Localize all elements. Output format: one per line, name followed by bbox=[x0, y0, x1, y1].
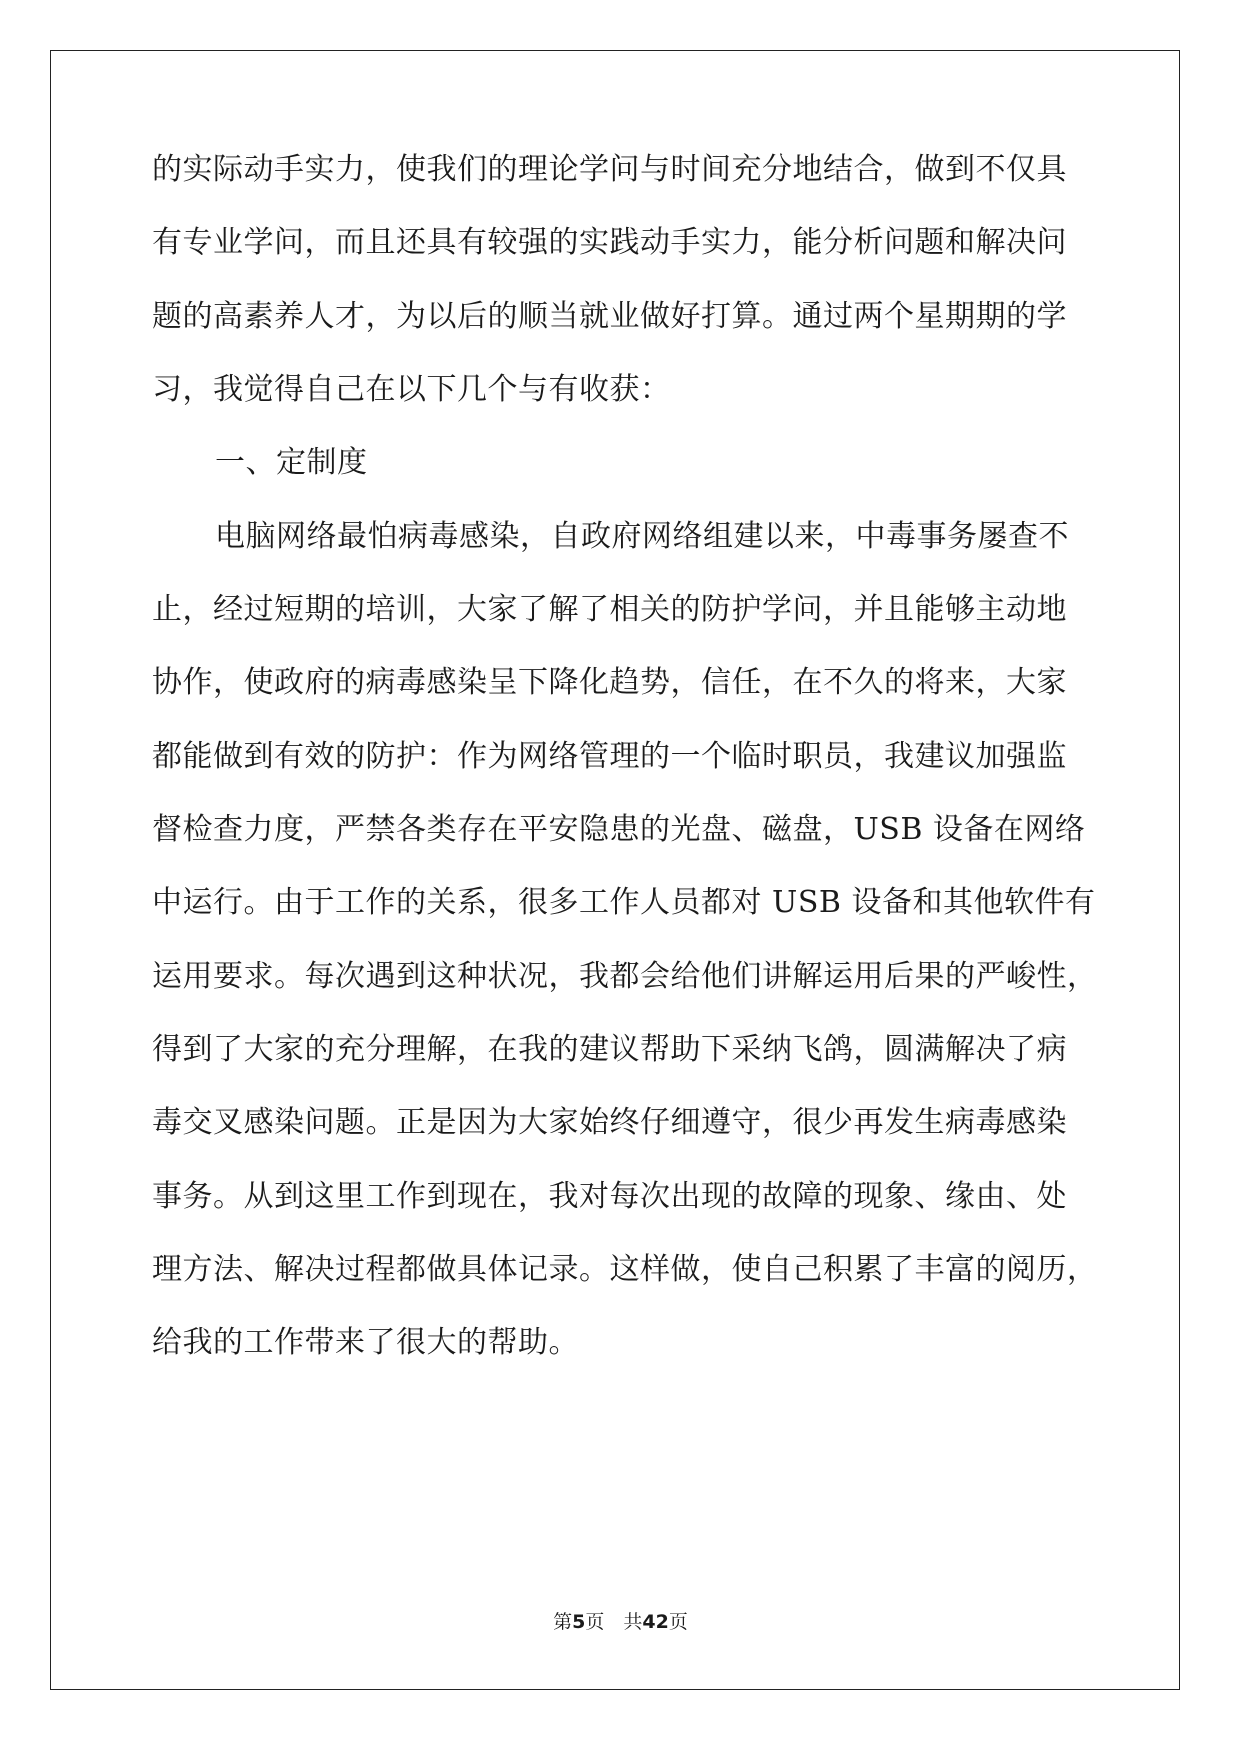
text-line: 督检查力度，严禁各类存在平安隐患的光盘、磁盘，USB 设备在网络 bbox=[152, 812, 1086, 847]
text-line: 理方法、解决过程都做具体记录。这样做，使自己积累了丰富的阅历， bbox=[152, 1252, 1098, 1287]
footer-suffix: 页 bbox=[668, 1611, 688, 1633]
text-line: 事务。从到这里工作到现在，我对每次出现的故障的现象、缘由、处 bbox=[152, 1179, 1067, 1214]
text-line: 毒交叉感染问题。正是因为大家始终仔细遵守，很少再发生病毒感染 bbox=[152, 1105, 1067, 1140]
text-line: 的实际动手实力，使我们的理论学问与时间充分地结合，做到不仅具 bbox=[152, 152, 1067, 187]
text-line: 都能做到有效的防护：作为网络管理的一个临时职员，我建议加强监 bbox=[152, 739, 1067, 774]
text-line: 给我的工作带来了很大的帮助。 bbox=[152, 1325, 579, 1360]
text-line: 题的高素养人才，为以后的顺当就业做好打算。通过两个星期期的学 bbox=[152, 299, 1067, 334]
text-line: 协作，使政府的病毒感染呈下降化趋势，信任，在不久的将来，大家 bbox=[152, 665, 1067, 700]
page-number: 5 bbox=[572, 1611, 586, 1633]
footer-middle: 页 共 bbox=[585, 1611, 643, 1633]
page-footer bbox=[0, 1610, 1241, 1634]
text-line: 运用要求。每次遇到这种状况，我都会给他们讲解运用后果的严峻性， bbox=[152, 959, 1098, 994]
page-border bbox=[50, 50, 1180, 1690]
total-pages: 42 bbox=[642, 1611, 669, 1633]
text-line: 中运行。由于工作的关系，很多工作人员都对 USB 设备和其他软件有 bbox=[152, 885, 1096, 920]
paragraph-first-line: 电脑网络最怕病毒感染，自政府网络组建以来，中毒事务屡查不 bbox=[215, 519, 1069, 554]
text-line: 止，经过短期的培训，大家了解了相关的防护学问，并且能够主动地 bbox=[152, 592, 1067, 627]
section-heading: 一、定制度 bbox=[215, 445, 368, 480]
text-line: 有专业学问，而且还具有较强的实践动手实力，能分析问题和解决问 bbox=[152, 225, 1067, 260]
text-line: 得到了大家的充分理解，在我的建议帮助下采纳飞鸽，圆满解决了病 bbox=[152, 1032, 1067, 1067]
footer-prefix: 第 bbox=[553, 1611, 573, 1633]
text-line: 习，我觉得自己在以下几个与有收获： bbox=[152, 372, 671, 407]
